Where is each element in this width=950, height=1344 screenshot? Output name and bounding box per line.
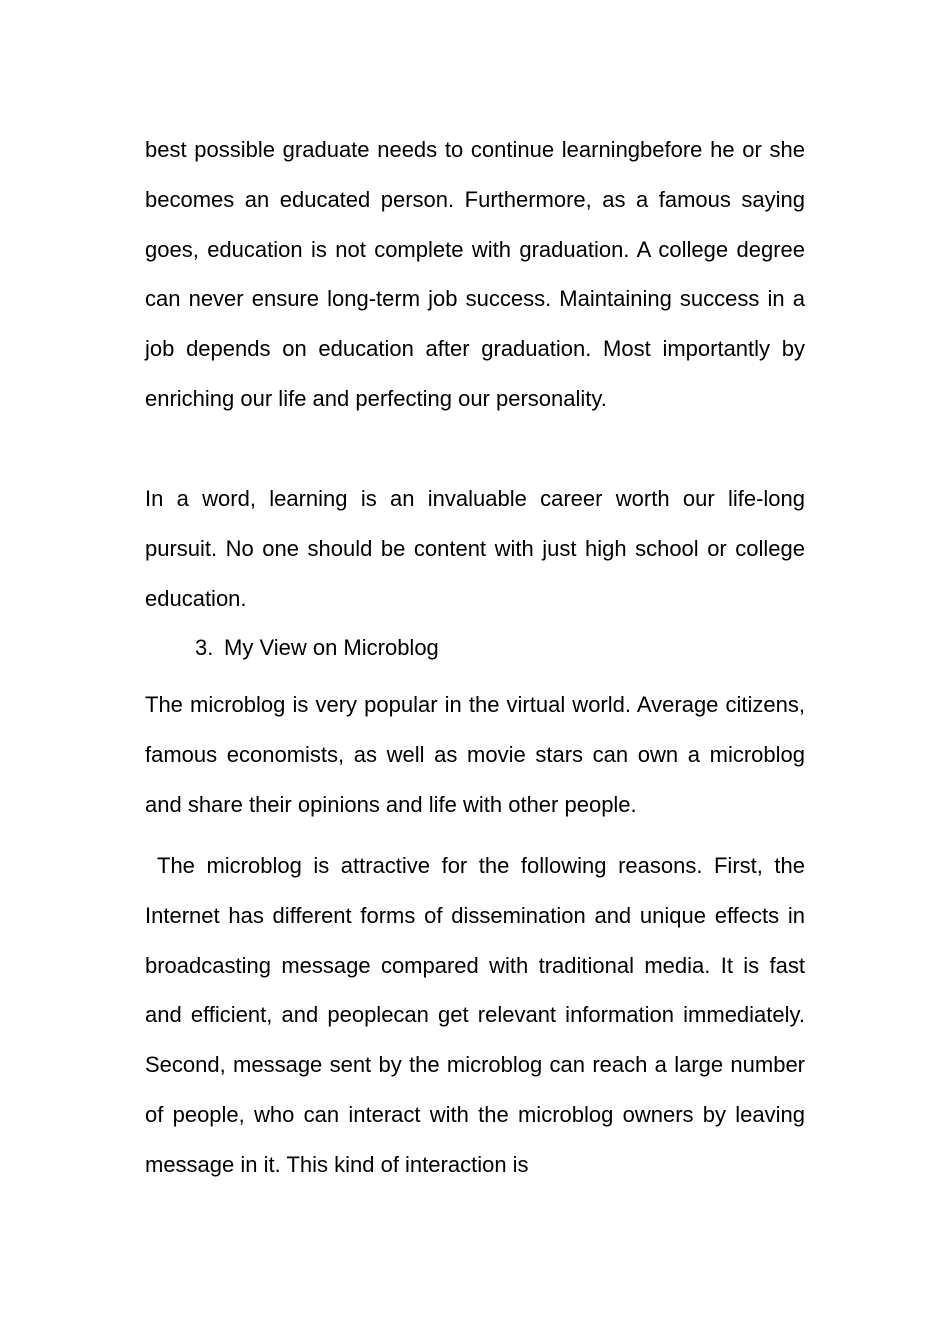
section-heading xyxy=(195,623,439,673)
paragraph-microblog-intro: The microblog is very popular in the virtual world. Average citizens, famous economists, as well as movie stars can own a microblog and share their opinions and life with other people. xyxy=(145,692,805,817)
paragraph-microblog-reasons: The microblog is attractive for the following reasons. First, the Internet has different forms of dissemination and unique effects in broadcasting message compared with traditional media. It is fast and efficient, and peoplecan get relevant information immediately. Second, message sent by the microblog can reach a large number of people, who can interact with the microblog owners by leaving message in it. This kind of interaction is xyxy=(145,853,805,1177)
paragraph-conclusion: In a word, learning is an invaluable career worth our life-long pursuit. No one should be content with just high school or college education. xyxy=(145,486,805,611)
section-title: My View on Microblog xyxy=(224,635,439,660)
section-number: 3. xyxy=(195,635,214,660)
paragraph-learning-after-graduation: best possible graduate needs to continue learningbefore he or she becomes an educated person. Furthermore, as a famous saying goes, education is not complete with graduation. A college degree can never ensure long-term job success. Maintaining success in a job depends on education after graduation. Most importantly by enriching our life and perfecting our personality. xyxy=(145,137,805,411)
